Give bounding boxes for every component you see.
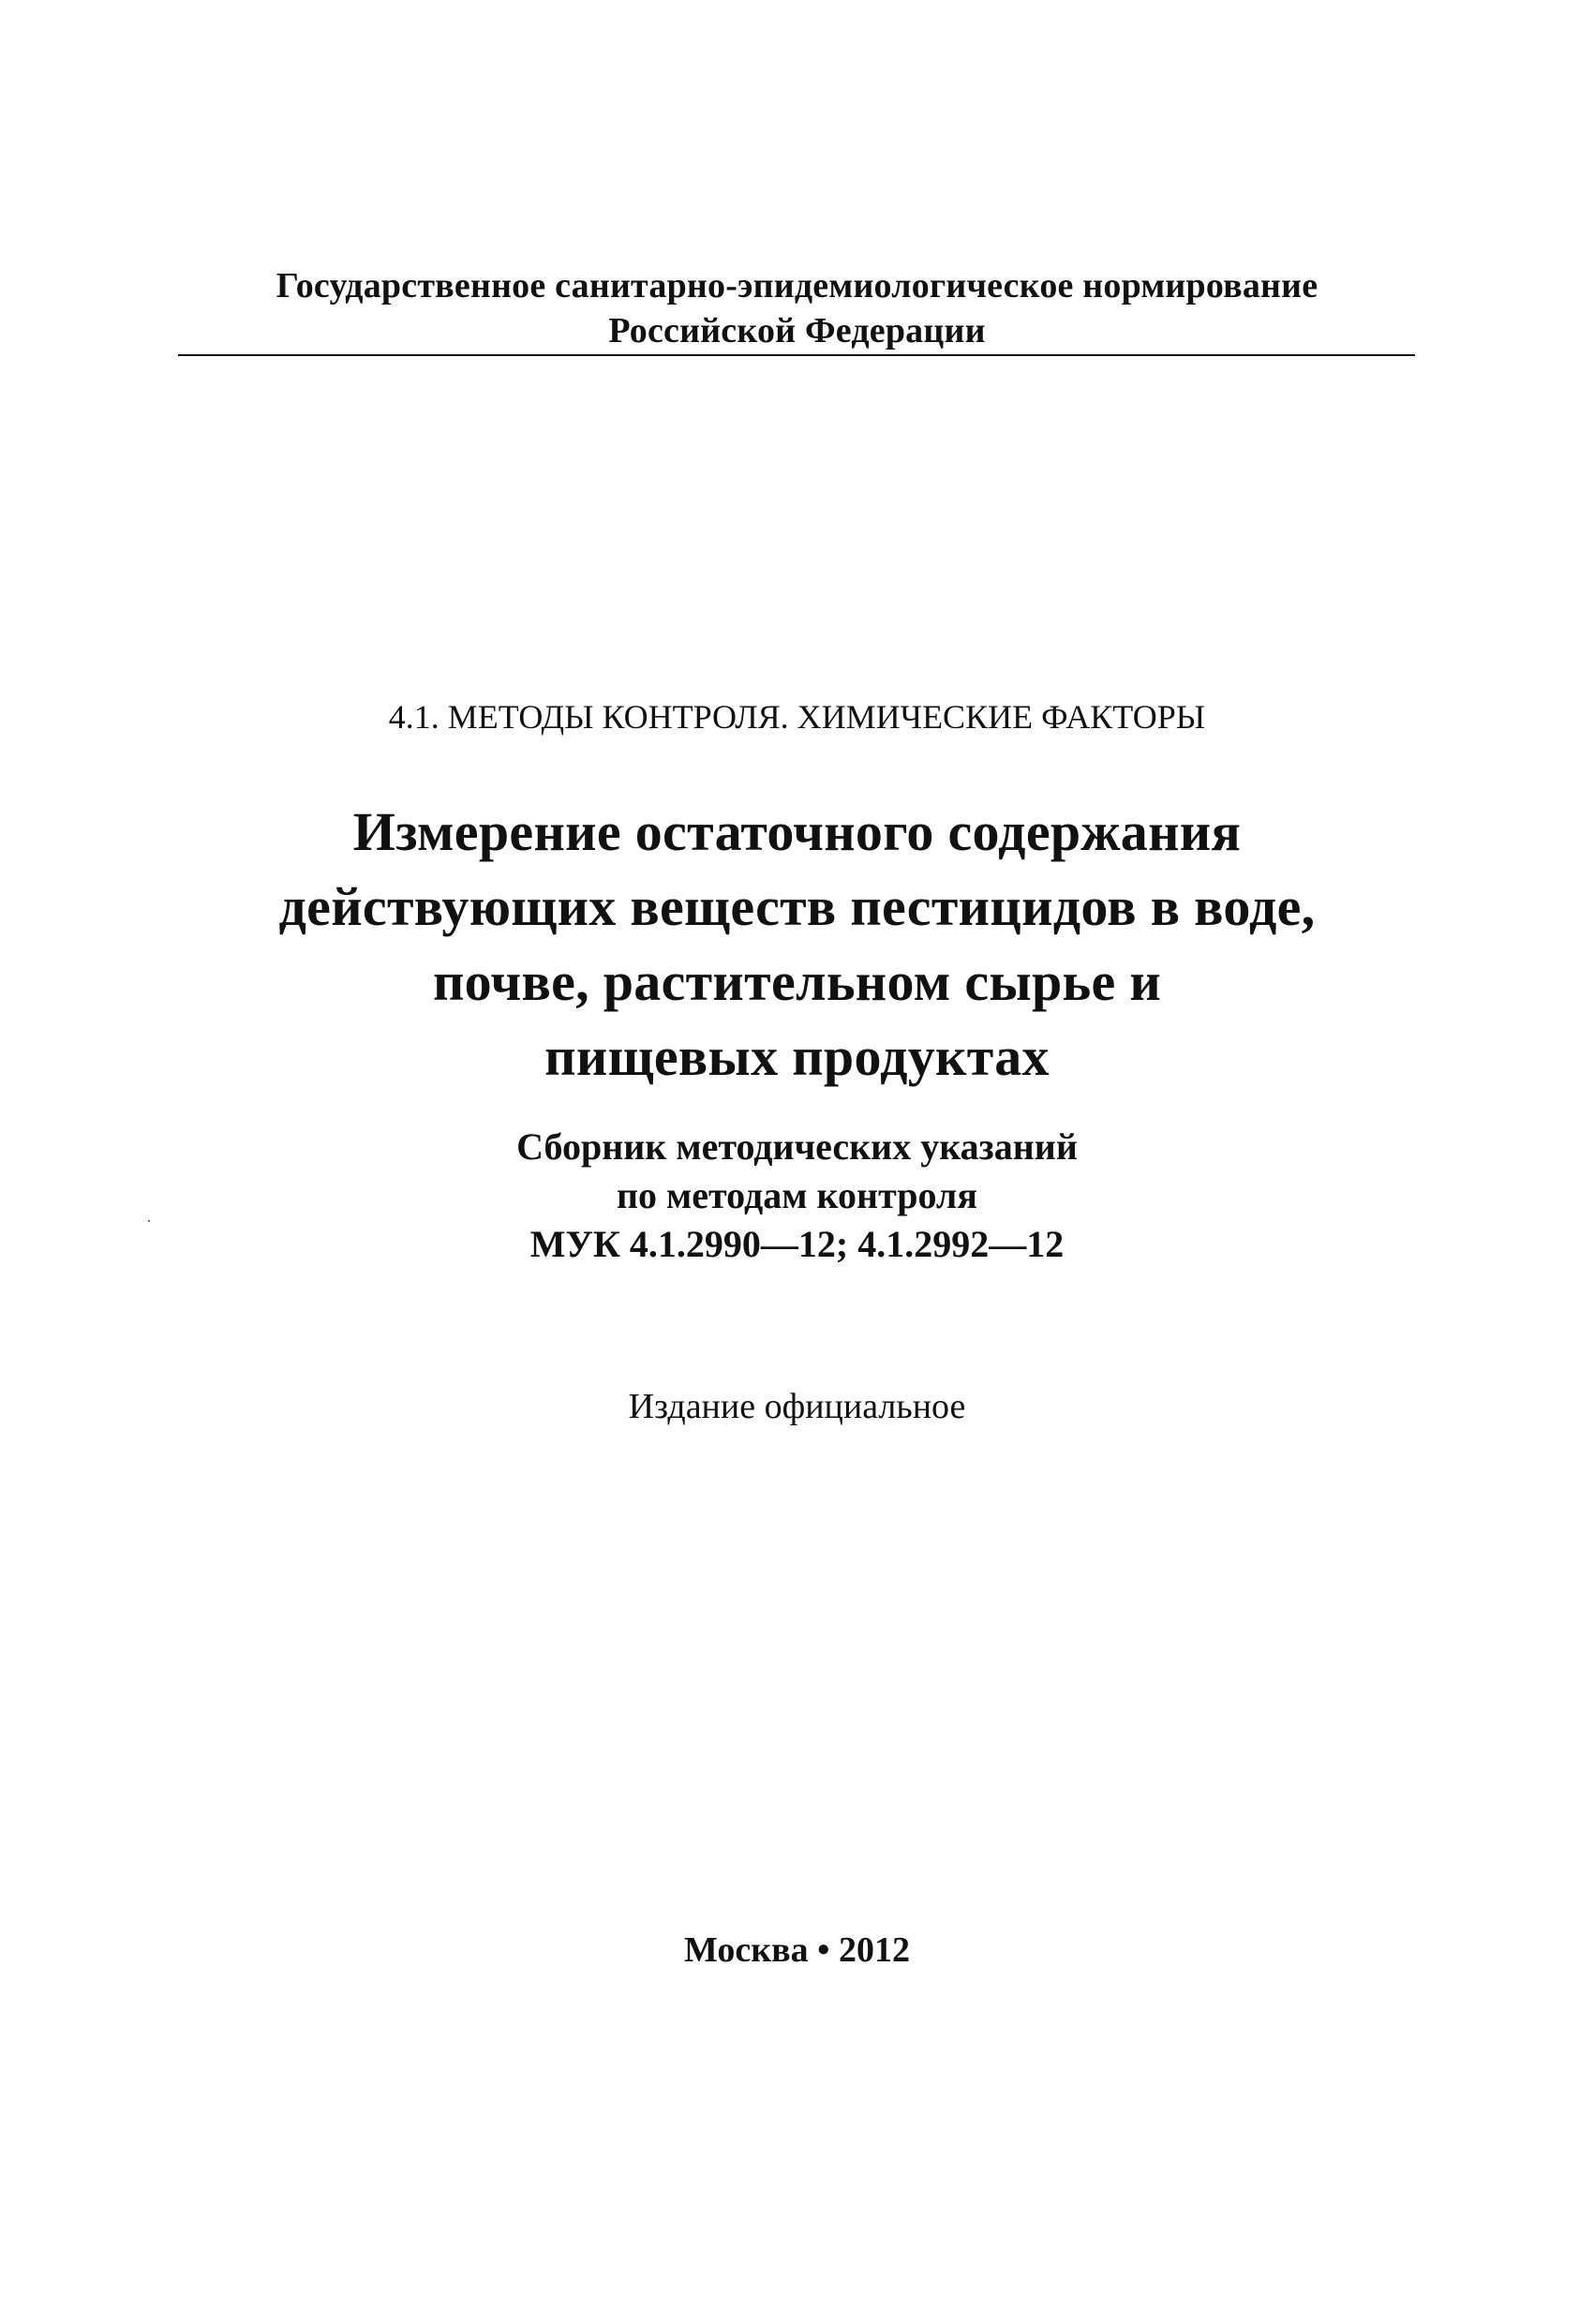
header-divider <box>178 354 1415 356</box>
title-line: почве, растительном сырье и <box>432 951 1162 1012</box>
title-line: Измерение остаточного содержания <box>352 801 1242 862</box>
document-title <box>0 795 1594 1095</box>
subtitle-line: по методам контроля <box>617 1174 977 1216</box>
title-line: действующих веществ пестицидов в воде, <box>278 876 1316 937</box>
title-line: пищевых продуктах <box>544 1026 1050 1087</box>
edition-note: Издание официальное <box>628 1387 966 1426</box>
subtitle-line: Сборник методических указаний <box>516 1125 1078 1168</box>
header-authority-line: Государственное санитарно-эпидемиологическое нормирование <box>276 266 1318 305</box>
header-country-line: Российской Федерации <box>608 311 986 350</box>
scan-artifact <box>148 1220 150 1222</box>
document-subtitle <box>0 1123 1594 1269</box>
publication-place-year: Москва • 2012 <box>684 1930 910 1970</box>
document-code: МУК 4.1.2990—12; 4.1.2992—12 <box>529 1223 1065 1265</box>
section-heading: 4.1. МЕТОДЫ КОНТРОЛЯ. ХИМИЧЕСКИЕ ФАКТОРЫ <box>388 698 1206 736</box>
